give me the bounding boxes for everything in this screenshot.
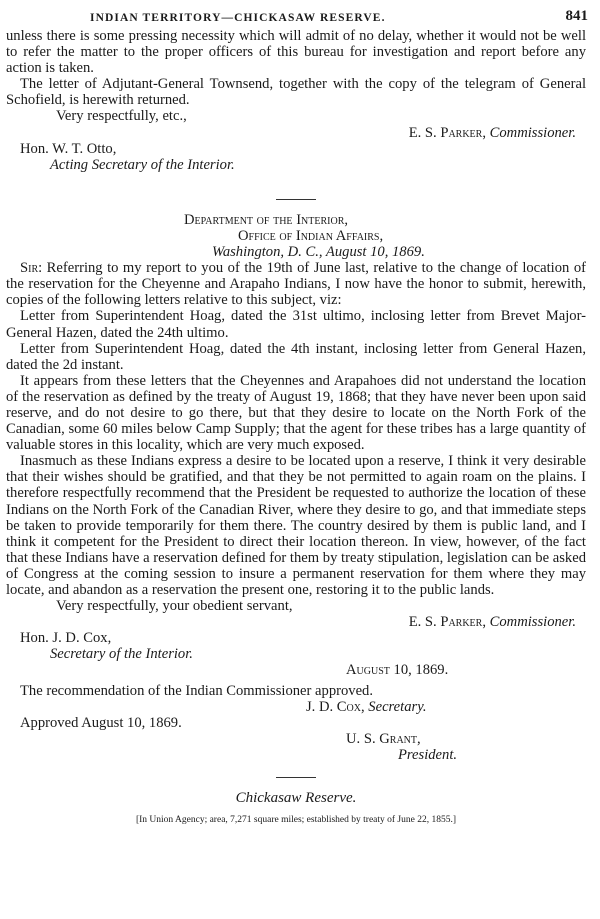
letter2-signature bbox=[6, 614, 586, 630]
letter1-paragraph-1: unless there is some pressing necessity which will admit of no delay, whether it would not be well to refer the matter to the proper officers of this bureau for investigation and report before any action is taken. bbox=[6, 28, 586, 77]
letter1-paragraph-2: The letter of Adjutant-General Townsend, together with the copy of the telegram of General Schofield, is herewith returned. bbox=[6, 76, 586, 109]
endorsement-signer-title: Secretary. bbox=[368, 698, 427, 715]
letter2-addressee-title: Secretary of the Interior. bbox=[50, 646, 193, 663]
president-name: U. S. Grant, bbox=[346, 730, 421, 747]
page-body bbox=[0, 28, 586, 828]
salutation: Sir: bbox=[20, 260, 43, 277]
office-heading: Office of Indian Affairs, bbox=[238, 227, 384, 244]
endorsement-date: August 10, 1869. bbox=[346, 662, 449, 679]
letter1-signer-name: E. S. Parker, bbox=[408, 124, 486, 141]
page-header bbox=[0, 8, 600, 28]
presidential-approval: Approved August 10, 1869. bbox=[20, 714, 182, 731]
letter1-closing: Very respectfully, etc., bbox=[56, 108, 187, 125]
endorsement-text: The recommendation of the Indian Commissioner approved. bbox=[20, 682, 373, 699]
letter2-paragraph-4: It appears from these letters that the Cheyennes and Arapahoes did not understand the location of the reservation as defined by the treaty of August 19, 1868; that they have never been upon said reserve, and do not desire to go there, but that they desire to locate on the North Fork of the Canadian, some 60 miles below Camp Supply; that the agent for these tribes has a large quantity of valuable stores in this locality, which are very much exposed. bbox=[6, 372, 586, 454]
endorsement-signer-name: J. D. Cox, bbox=[306, 698, 365, 715]
president-title: President. bbox=[398, 746, 458, 763]
endorsement-signature bbox=[6, 699, 586, 715]
page-number: 841 bbox=[565, 8, 588, 24]
letter2-paragraph-2: Letter from Superintendent Hoag, dated the 31st ultimo, inclosing letter from Brevet Major-General Hazen, dated the 24th ultimo. bbox=[6, 308, 586, 341]
letter1-signature bbox=[6, 125, 586, 141]
letter2-paragraph-1 bbox=[6, 260, 586, 308]
section-title: Chickasaw Reserve. bbox=[235, 790, 357, 807]
letter2-paragraph-1-text: Referring to my report to you of the 19th of June last, relative to the change of location of the reservation for the Cheyenne and Arapaho Indians, I now have the honor to submit, herewith, copies of the following letters relative to this subject, viz: bbox=[6, 260, 586, 309]
letter2-signer-name: E. S. Parker, bbox=[408, 614, 486, 631]
section-note: [In Union Agency; area, 7,271 square miles; established by treaty of June 22, 1855.] bbox=[135, 815, 457, 826]
letter1-addressee-name: Hon. W. T. Otto, bbox=[20, 140, 117, 157]
letter2-closing: Very respectfully, your obedient servant, bbox=[56, 598, 293, 615]
letter2-paragraph-3: Letter from Superintendent Hoag, dated the 4th instant, inclosing letter from General Hazen, dated the 2d instant. bbox=[6, 340, 586, 373]
letter2-paragraph-5: Inasmuch as these Indians express a desire to be located upon a reserve, I think it very desirable that their wishes should be gratified, and that they be not permitted to again roam on the plains. I therefore respectfully recommend that the President be requested to authorize the location of these Indians on the North Fork of the Canadian River, where they desire to go, and that immediate steps be taken to provide temporarily for them there. The country desired by them is public land, and I think it competent for the President to direct their location thereon. In view, however, of the fact that these Indians have a reservation defined for them by treaty stipulation, legislation can be asked of Congress at the coming session to insure a permanent reservation for them where they may locate, and abandon as a reservation the present one, restoring it to the public lands. bbox=[6, 453, 586, 598]
letter1-addressee-title: Acting Secretary of the Interior. bbox=[50, 156, 235, 173]
letter1-signer-title: Commissioner. bbox=[489, 124, 576, 141]
running-head: INDIAN TERRITORY—CHICKASAW RESERVE. bbox=[90, 12, 386, 24]
department-heading: Department of the Interior, bbox=[184, 211, 349, 228]
letter2-signer-title: Commissioner. bbox=[489, 614, 576, 631]
place-date-line: Washington, D. C., August 10, 1869. bbox=[212, 244, 425, 261]
letter2-addressee-name: Hon. J. D. Cox, bbox=[20, 630, 112, 647]
